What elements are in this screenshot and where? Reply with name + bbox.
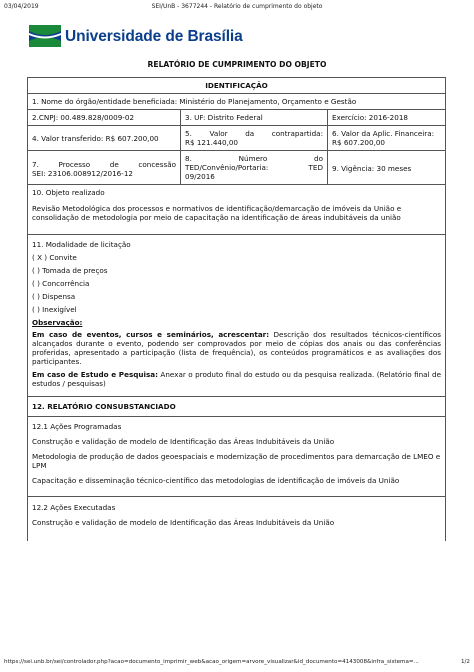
licitacao-option-tomada: ( ) Tomada de preços bbox=[32, 266, 108, 275]
valores-row bbox=[27, 126, 446, 151]
identificacao-heading: IDENTIFICAÇÃO bbox=[205, 81, 268, 90]
university-name: Universidade de Brasília bbox=[65, 28, 243, 45]
licitacao-block bbox=[28, 235, 445, 396]
executadas-row bbox=[27, 497, 446, 541]
report-form bbox=[27, 77, 446, 541]
numero-ted-value: 09/2016 bbox=[185, 172, 215, 181]
licitacao-row bbox=[27, 235, 446, 397]
print-url[interactable]: https://sei.unb.br/sei/controlador.php?acao=documento_imprimir_web&acao_origem=arvore_visualizar&id_documento=4143008&infra_sistema=... bbox=[4, 659, 419, 665]
objeto-block bbox=[28, 185, 445, 234]
licitacao-option-dispensa: ( ) Dispensa bbox=[32, 292, 76, 301]
valor-contrapartida-label: 5. Valor da contrapartida: bbox=[185, 129, 323, 138]
valor-aplic-field bbox=[327, 126, 445, 150]
observacao-estudo bbox=[32, 370, 441, 388]
estudo-label: Em caso de Estudo e Pesquisa: bbox=[32, 370, 158, 379]
objeto-label: 10. Objeto realizado bbox=[32, 188, 105, 197]
valor-transferido-field: 4. Valor transferido: R$ 607.200,00 bbox=[32, 134, 159, 143]
estudo-text: Anexar o produto final do estudo ou da pesquisa realizada. (Relatório final de estudos / pesquisas) bbox=[32, 370, 441, 388]
processo-field bbox=[28, 151, 180, 184]
processo-value: SEI: 23106.008912/2016-12 bbox=[32, 169, 133, 178]
valor-aplic-value: R$ 607.200,00 bbox=[332, 138, 386, 147]
programada-item: Capacitação e disseminação técnico-científico das metodologias de identificação de imóveis da União bbox=[32, 476, 400, 485]
consubstanciado-heading-row bbox=[27, 397, 446, 417]
observacao-label: Observação: bbox=[32, 318, 83, 327]
print-header bbox=[4, 3, 470, 13]
cnpj-row bbox=[27, 110, 446, 126]
orgao-row bbox=[27, 94, 446, 110]
processo-row bbox=[27, 151, 446, 185]
executadas-label: 12.2 Ações Executadas bbox=[32, 503, 116, 512]
print-title: SEI/UnB - 3677244 - Relatório de cumprimento do objeto bbox=[151, 3, 323, 10]
numero-ted-field bbox=[180, 151, 327, 184]
processo-label: 7. Processo de concessão bbox=[32, 160, 176, 169]
programada-item: Metodologia de produção de dados geoespaciais e modernização de procedimentos para demarcação de LMEO e LPM bbox=[32, 452, 441, 470]
objeto-text: Revisão Metodológica dos processos e normativos de identificação/demarcação de imóveis da União e consolidação de metodologia por meio de capacitação na identificação de áreas indubitáveis da união bbox=[32, 204, 402, 222]
numero-ted-label: 8. Número do bbox=[185, 154, 323, 163]
licitacao-option-inexigivel: ( ) Inexigível bbox=[32, 305, 77, 314]
numero-ted-type: TED/Convênio/Portaria: TED bbox=[185, 163, 323, 172]
licitacao-option-convite: ( X ) Convite bbox=[32, 253, 77, 262]
programadas-row bbox=[27, 417, 446, 497]
page-number: 1/2 bbox=[460, 659, 470, 665]
print-footer bbox=[4, 659, 470, 669]
programadas-block bbox=[28, 417, 445, 496]
objeto-row bbox=[27, 185, 446, 235]
valor-contrapartida-value: R$ 121.440,00 bbox=[185, 138, 239, 147]
orgao-field: 1. Nome do órgão/entidade beneficiada: Ministério do Planejamento, Orçamento e Gestão bbox=[32, 97, 357, 106]
vigencia-field: 9. Vigência: 30 meses bbox=[327, 151, 445, 184]
executadas-block bbox=[28, 497, 445, 541]
programadas-label: 12.1 Ações Programadas bbox=[32, 422, 122, 431]
eventos-label: Em caso de eventos, cursos e seminários, acrescentar: bbox=[32, 330, 270, 339]
licitacao-option-concorrencia: ( ) Concorrência bbox=[32, 279, 90, 288]
observacao-eventos bbox=[32, 330, 441, 366]
report-title: RELATÓRIO DE CUMPRIMENTO DO OBJETO bbox=[147, 60, 327, 69]
executada-item: Construção e validação de modelo de Identificação das Áreas Indubitáveis da União bbox=[32, 518, 335, 527]
unb-logo-icon bbox=[29, 25, 61, 47]
university-logo bbox=[29, 22, 249, 54]
exercicio-field: Exercício: 2016-2018 bbox=[327, 110, 445, 125]
uf-field: 3. UF: Distrito Federal bbox=[180, 110, 327, 125]
eventos-text: Descrição dos resultados técnicos-científicos alcançados durante o evento, podendo ser comprovados por meio de cópias dos anais ou das conferências proferidas, apresentado a participação (lista de frequência), os conteúdos programáticos e as avaliações dos participantes. bbox=[32, 330, 441, 366]
identificacao-heading-row bbox=[27, 78, 446, 94]
programada-item: Construção e validação de modelo de Identificação das Áreas Indubitáveis da União bbox=[32, 437, 335, 446]
print-date: 03/04/2019 bbox=[4, 3, 39, 10]
valor-contrapartida-field bbox=[180, 126, 327, 150]
cnpj-field: 2.CNPJ: 00.489.828/0009-02 bbox=[32, 113, 135, 122]
valor-aplic-label: 6. Valor da Aplic. Financeira: bbox=[332, 129, 435, 138]
consubstanciado-heading: 12. RELATÓRIO CONSUBSTANCIADO bbox=[32, 402, 176, 411]
licitacao-label: 11. Modalidade de licitação bbox=[32, 240, 131, 249]
